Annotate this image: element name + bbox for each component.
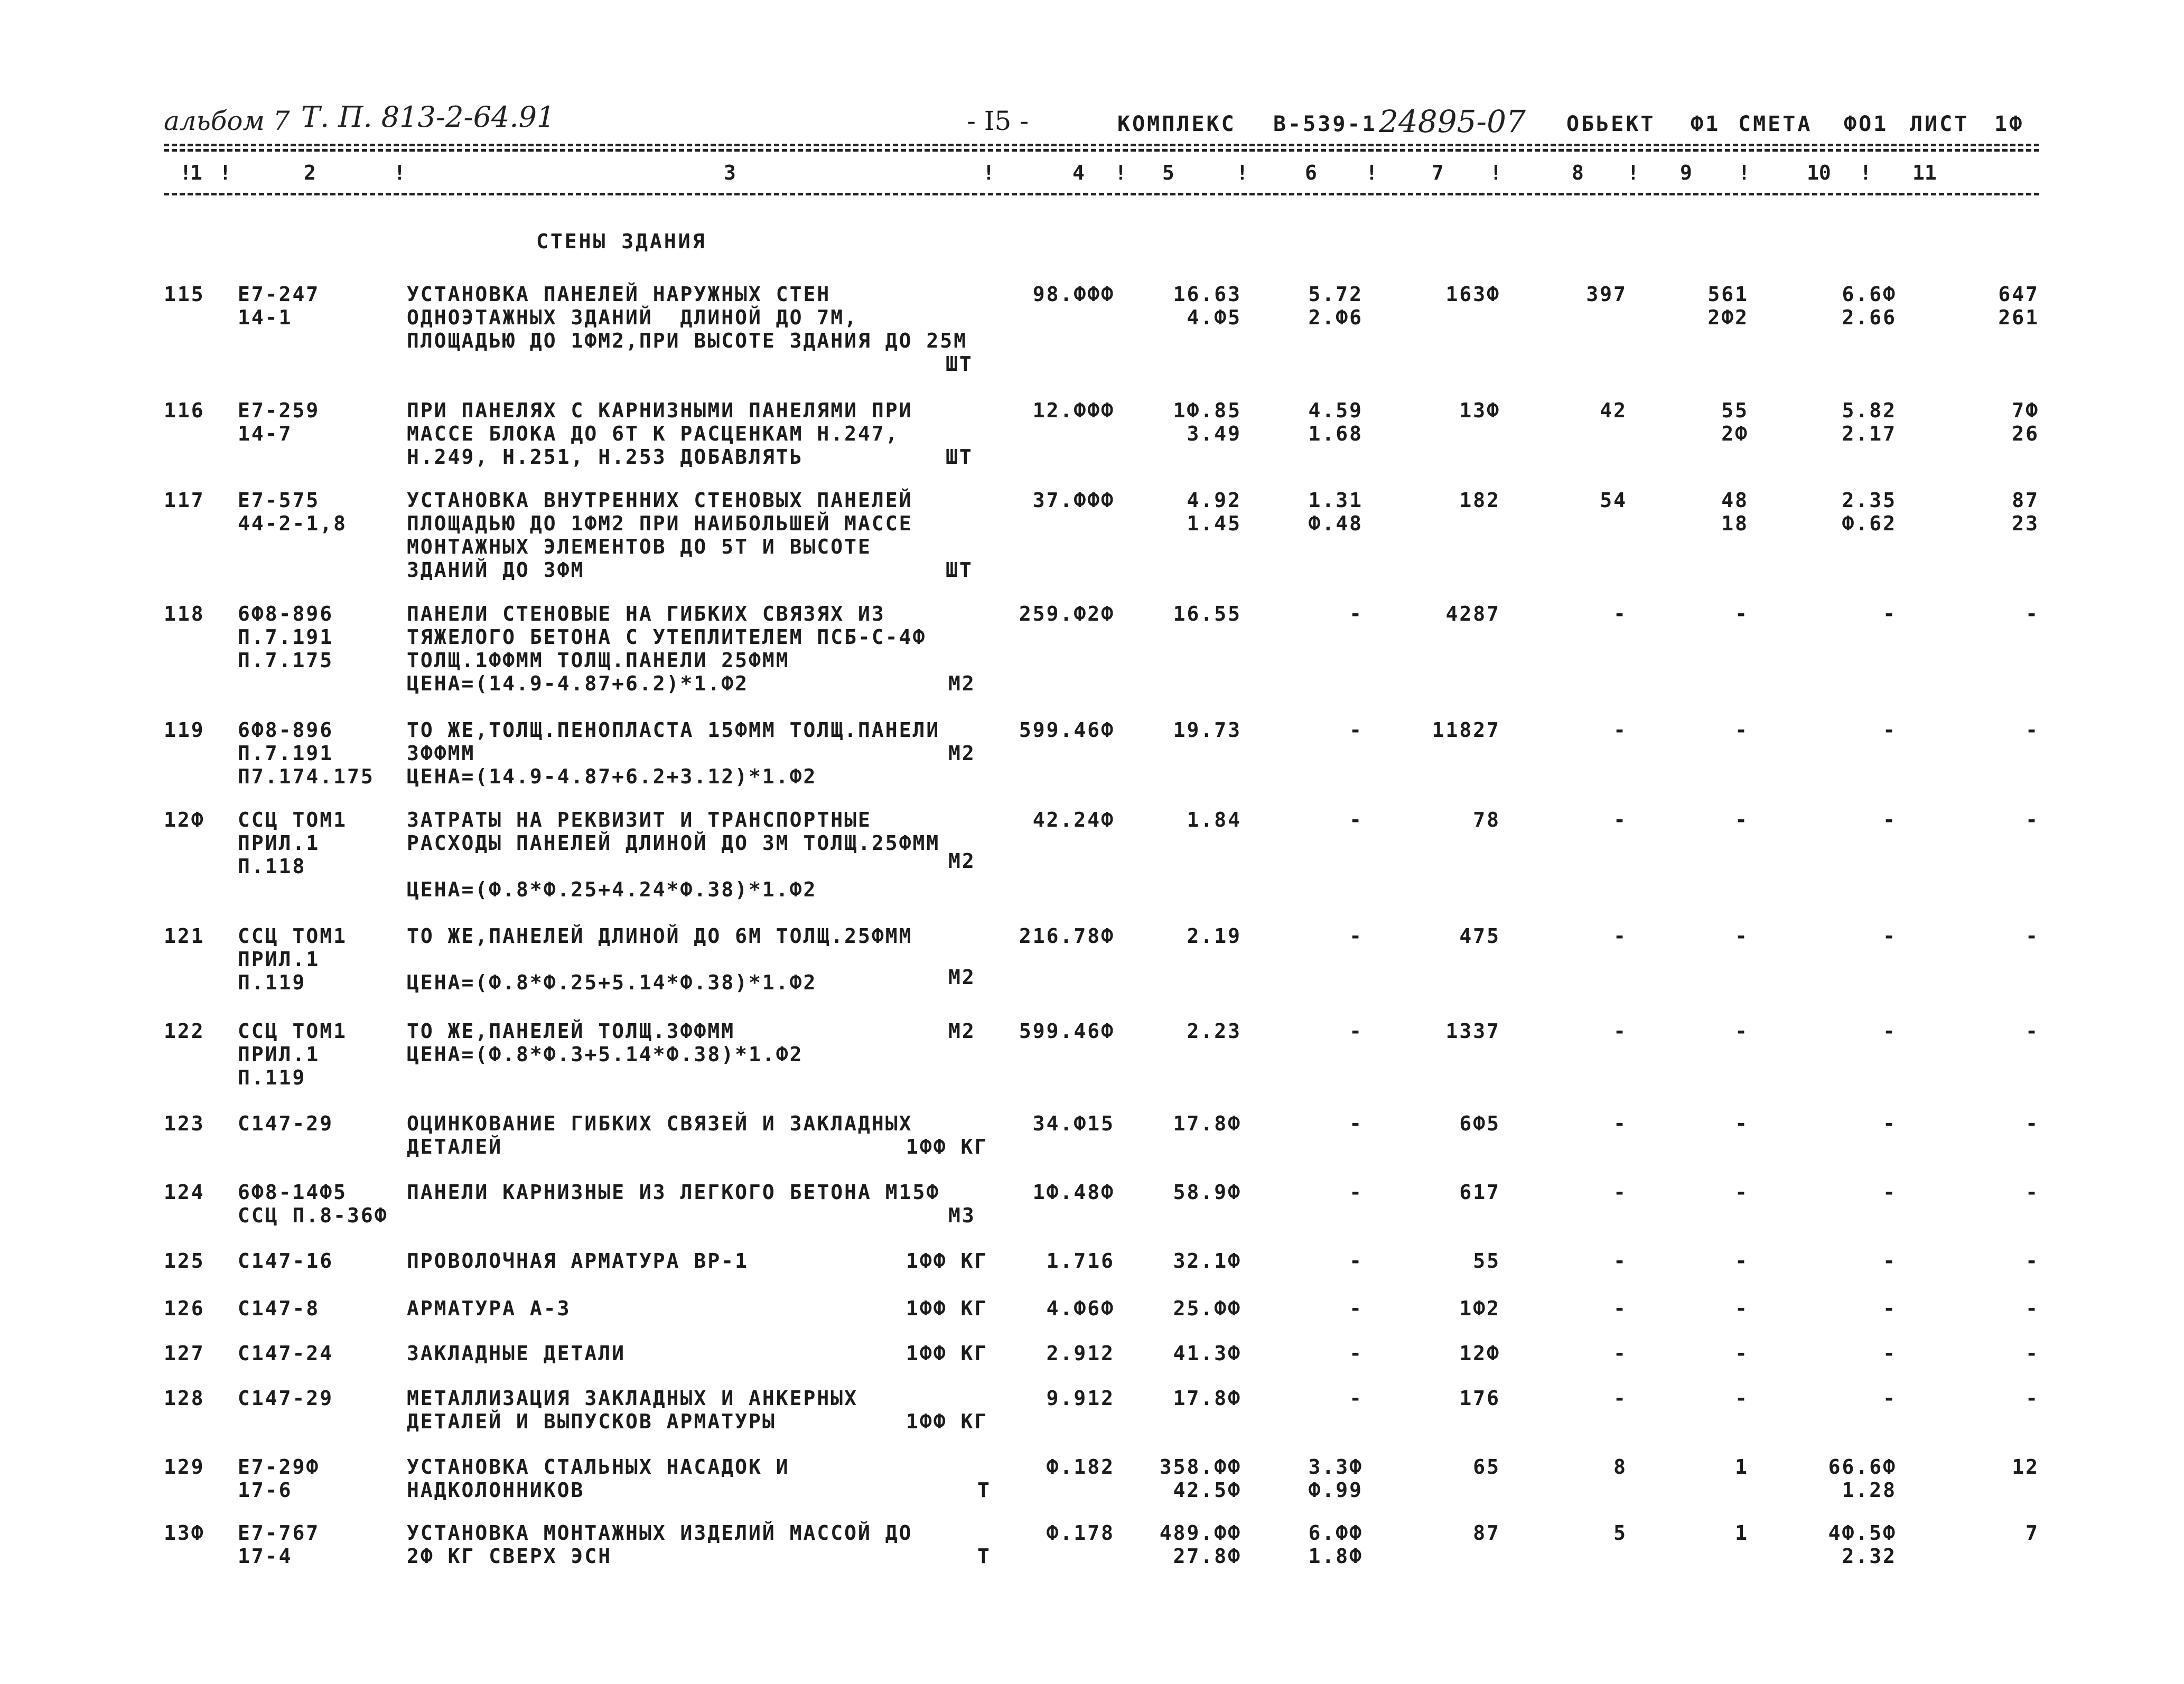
col-3: 3 <box>724 161 736 184</box>
unit-price-wages: 4.59 1.68 <box>1308 399 1363 445</box>
unit-price: 4.92 1.45 <box>1187 489 1242 535</box>
unit-price: 17.8Ф <box>1173 1387 1242 1410</box>
labor-total: - <box>2026 718 2039 742</box>
unit-price-wages: - <box>1349 1342 1363 1365</box>
labor-per-unit: - <box>1883 602 1897 625</box>
total-wages: - <box>1613 1387 1627 1410</box>
total-wages: 42 <box>1600 399 1627 422</box>
section-title: СТЕНЫ ЗДАНИЯ <box>536 230 707 253</box>
quantity: Ф.182 <box>1046 1455 1115 1479</box>
labor-per-unit: 4Ф.5Ф 2.32 <box>1828 1521 1897 1568</box>
sep: ! <box>1860 161 1872 184</box>
machine-cost: - <box>1735 1297 1749 1320</box>
unit-of-measure: М2 <box>948 1019 976 1043</box>
sep: ! <box>1236 161 1248 184</box>
labor-per-unit: - <box>1883 1387 1897 1410</box>
row-number: 12Ф <box>164 808 205 831</box>
work-description: УСТАНОВКА СТАЛЬНЫХ НАСАДОК И НАДКОЛОННИКОВ <box>407 1455 790 1502</box>
work-description: ПАНЕЛИ СТЕНОВЫЕ НА ГИБКИХ СВЯЗЯХ ИЗ ТЯЖЕЛОГО БЕТОНА С УТЕПЛИТЕЛЕМ ПСБ-С-4Ф ТОЛЩ.1ФФММ ТОЛЩ.ПАНЕЛИ 25ФММ ЦЕНА=(14.9-4.87+6.2)*1.Ф2 <box>407 602 927 695</box>
total-wages: - <box>1613 1019 1627 1043</box>
norm-code: ССЦ ТОМ1 ПРИЛ.1 П.119 <box>238 924 348 994</box>
row-number: 117 <box>164 489 205 512</box>
labor-total: - <box>2026 1342 2039 1365</box>
row-number: 127 <box>164 1342 205 1365</box>
norm-code: 6Ф8-14Ф5 ССЦ П.8-36Ф <box>238 1181 388 1227</box>
unit-of-measure: 1ФФ КГ <box>906 1249 988 1273</box>
machine-cost: 1 <box>1735 1521 1749 1545</box>
unit-price: 16.55 <box>1173 602 1242 625</box>
unit-of-measure: Т <box>977 1479 991 1502</box>
work-description: ОЦИНКОВАНИЕ ГИБКИХ СВЯЗЕЙ И ЗАКЛАДНЫХ ДЕТАЛЕЙ <box>407 1112 913 1158</box>
total-wages: - <box>1613 924 1627 948</box>
machine-cost: 55 2Ф <box>1721 399 1749 445</box>
col-5: 5 <box>1162 161 1174 184</box>
quantity: Ф.178 <box>1046 1521 1115 1545</box>
unit-of-measure: 1ФФ КГ <box>906 1135 988 1158</box>
unit-price: 32.1Ф <box>1173 1249 1242 1273</box>
unit-of-measure: ШТ <box>946 352 973 376</box>
col-7: 7 <box>1432 161 1444 184</box>
row-number: 118 <box>164 602 205 625</box>
labor-total: - <box>2026 1297 2039 1320</box>
norm-code: С147-8 <box>238 1297 320 1320</box>
labor-total: - <box>2026 1387 2039 1410</box>
labor-total: - <box>2026 808 2039 831</box>
labor-per-unit: - <box>1883 1342 1897 1365</box>
col-9: 9 <box>1680 161 1692 184</box>
labor-total: - <box>2026 924 2039 948</box>
labor-total: - <box>2026 1019 2039 1043</box>
header-rule <box>164 144 2039 146</box>
unit-price: 58.9Ф <box>1173 1181 1242 1204</box>
quantity: 1.716 <box>1046 1249 1115 1273</box>
unit-price: 41.3Ф <box>1173 1342 1242 1365</box>
unit-price-wages: - <box>1349 1297 1363 1320</box>
total-wages: 397 <box>1586 283 1627 306</box>
total-cost: 163Ф <box>1445 283 1500 306</box>
complex-handwritten-number: 24895-07 <box>1379 104 1526 139</box>
estimate-label: СМЕТА <box>1738 112 1813 136</box>
norm-code: ССЦ ТОМ1 ПРИЛ.1 П.119 <box>238 1019 348 1089</box>
unit-price-wages: 6.ФФ 1.8Ф <box>1308 1521 1363 1568</box>
column-header-rule <box>164 193 2039 195</box>
work-description: АРМАТУРА А-3 <box>407 1297 571 1320</box>
unit-price-wages: - <box>1349 602 1363 625</box>
sep: ! <box>1738 161 1750 184</box>
sep: ! <box>1115 161 1127 184</box>
quantity: 2.912 <box>1046 1342 1115 1365</box>
unit-price: 358.ФФ 42.5Ф <box>1159 1455 1242 1502</box>
row-number: 123 <box>164 1112 205 1135</box>
unit-price-wages: - <box>1349 1112 1363 1135</box>
labor-total: 7Ф 26 <box>2012 399 2039 445</box>
total-wages: - <box>1613 718 1627 742</box>
machine-cost: - <box>1735 1112 1749 1135</box>
machine-cost: - <box>1735 1387 1749 1410</box>
sep: ! <box>1366 161 1378 184</box>
col-6: 6 <box>1305 161 1317 184</box>
unit-of-measure: М2 <box>948 672 976 695</box>
quantity: 9.912 <box>1046 1387 1115 1410</box>
total-wages: - <box>1613 1181 1627 1204</box>
labor-per-unit: - <box>1883 1249 1897 1273</box>
unit-price: 17.8Ф <box>1173 1112 1242 1135</box>
labor-per-unit: 5.82 2.17 <box>1842 399 1897 445</box>
work-description: УСТАНОВКА ВНУТРЕННИХ СТЕНОВЫХ ПАНЕЛЕЙ ПЛОЩАДЬЮ ДО 1ФМ2 ПРИ НАИБОЛЬШЕЙ МАССЕ МОНТАЖНЫХ ЭЛЕМЕНТОВ ДО 5Т И ВЫСОТЕ ЗДАНИЙ ДО 3ФМ <box>407 489 913 582</box>
quantity: 259.Ф2Ф <box>1019 602 1115 625</box>
sep: ! <box>219 161 231 184</box>
unit-of-measure: М2 <box>948 966 976 989</box>
total-cost: 475 <box>1459 924 1500 948</box>
col-11: 11 <box>1912 161 1937 184</box>
unit-of-measure: 1ФФ КГ <box>906 1342 988 1365</box>
album-label: альбом 7 <box>164 106 290 136</box>
quantity: 34.Ф15 <box>1032 1112 1115 1135</box>
col-4: 4 <box>1072 161 1085 184</box>
unit-price-wages: 5.72 2.Ф6 <box>1308 283 1363 329</box>
unit-price: 16.63 4.Ф5 <box>1173 283 1242 329</box>
row-number: 119 <box>164 718 205 742</box>
labor-per-unit: - <box>1883 924 1897 948</box>
unit-of-measure: 1ФФ КГ <box>906 1410 988 1433</box>
total-cost: 78 <box>1473 808 1500 831</box>
col-1: 1 <box>190 161 202 184</box>
machine-cost: - <box>1735 808 1749 831</box>
work-description: УСТАНОВКА ПАНЕЛЕЙ НАРУЖНЫХ СТЕН ОДНОЭТАЖНЫХ ЗДАНИЙ ДЛИНОЙ ДО 7М, ПЛОЩАДЬЮ ДО 1ФМ2,ПРИ ВЫСОТЕ ЗДАНИЯ ДО 25М <box>407 283 967 352</box>
work-description: ПРОВОЛОЧНАЯ АРМАТУРА ВР-1 <box>407 1249 749 1273</box>
norm-code: С147-29 <box>238 1112 334 1135</box>
unit-price-wages: - <box>1349 1249 1363 1273</box>
row-number: 128 <box>164 1387 205 1410</box>
norm-code: С147-24 <box>238 1342 334 1365</box>
labor-per-unit: - <box>1883 1112 1897 1135</box>
labor-per-unit: - <box>1883 1297 1897 1320</box>
complex-label: КОМПЛЕКС <box>1117 112 1236 136</box>
unit-of-measure: М3 <box>948 1204 976 1227</box>
norm-code: С147-29 <box>238 1387 334 1410</box>
sep: ! <box>983 161 995 184</box>
quantity: 599.46Ф <box>1019 718 1115 742</box>
row-number: 124 <box>164 1181 205 1204</box>
quantity: 216.78Ф <box>1019 924 1115 948</box>
labor-total: 12 <box>2012 1455 2039 1479</box>
document-reference: Т. П. 813-2-64.91 <box>301 100 555 134</box>
unit-of-measure: М2 <box>948 849 976 873</box>
total-cost: 182 <box>1459 489 1500 512</box>
total-cost: 55 <box>1473 1249 1500 1273</box>
quantity: 599.46Ф <box>1019 1019 1115 1043</box>
total-wages: - <box>1613 808 1627 831</box>
work-description: ТО ЖЕ,ПАНЕЛЕЙ ДЛИНОЙ ДО 6М ТОЛЩ.25ФММ ЦЕНА=(Ф.8*Ф.25+5.14*Ф.38)*1.Ф2 <box>407 924 913 994</box>
machine-cost: - <box>1735 1342 1749 1365</box>
labor-per-unit: - <box>1883 1019 1897 1043</box>
quantity: 37.ФФФ <box>1032 489 1115 512</box>
work-description: УСТАНОВКА МОНТАЖНЫХ ИЗДЕЛИЙ МАССОЙ ДО 2Ф КГ СВЕРХ ЭСН <box>407 1521 913 1568</box>
row-number: 13Ф <box>164 1521 205 1545</box>
complex-code: В-539-1 <box>1273 112 1377 136</box>
machine-cost: - <box>1735 602 1749 625</box>
quantity: 4.Ф6Ф <box>1046 1297 1115 1320</box>
total-cost: 13Ф <box>1459 399 1500 422</box>
unit-price-wages: 3.3Ф Ф.99 <box>1308 1455 1363 1502</box>
work-description: ТО ЖЕ,ТОЛЩ.ПЕНОПЛАСТА 15ФММ ТОЛЩ.ПАНЕЛИ 3ФФММ ЦЕНА=(14.9-4.87+6.2+3.12)*1.Ф2 <box>407 718 940 788</box>
total-cost: 6Ф5 <box>1459 1112 1500 1135</box>
norm-code: 6Ф8-896 П.7.191 П.7.175 <box>238 602 334 672</box>
work-description: ПАНЕЛИ КАРНИЗНЫЕ ИЗ ЛЕГКОГО БЕТОНА М15Ф <box>407 1181 940 1204</box>
machine-cost: - <box>1735 1181 1749 1204</box>
row-number: 126 <box>164 1297 205 1320</box>
total-cost: 176 <box>1459 1387 1500 1410</box>
unit-of-measure: ШТ <box>946 445 973 469</box>
norm-code: Е7-575 44-2-1,8 <box>238 489 348 535</box>
row-number: 122 <box>164 1019 205 1043</box>
work-description: ЗАТРАТЫ НА РЕКВИЗИТ И ТРАНСПОРТНЫЕ РАСХОДЫ ПАНЕЛЕЙ ДЛИНОЙ ДО 3М ТОЛЩ.25ФММ ЦЕНА=(Ф.8*Ф.25+4.24*Ф.38)*1.Ф2 <box>407 808 940 901</box>
object-label: ОБЬЕКТ <box>1566 112 1656 136</box>
labor-total: 87 23 <box>2012 489 2039 535</box>
norm-code: Е7-259 14-7 <box>238 399 320 445</box>
row-number: 115 <box>164 283 205 306</box>
row-number: 129 <box>164 1455 205 1479</box>
unit-price-wages: - <box>1349 1181 1363 1204</box>
norm-code: Е7-29Ф 17-6 <box>238 1455 320 1502</box>
labor-per-unit: 66.6Ф 1.28 <box>1828 1455 1897 1502</box>
labor-total: - <box>2026 602 2039 625</box>
header-rule-2 <box>164 149 2039 152</box>
labor-per-unit: - <box>1883 808 1897 831</box>
labor-total: 647 261 <box>1998 283 2039 329</box>
total-cost: 1Ф2 <box>1459 1297 1500 1320</box>
unit-price-wages: 1.31 Ф.48 <box>1308 489 1363 535</box>
total-wages: - <box>1613 1249 1627 1273</box>
unit-price: 2.19 <box>1187 924 1242 948</box>
row-number: 116 <box>164 399 205 422</box>
labor-per-unit: - <box>1883 1181 1897 1204</box>
total-cost: 12Ф <box>1459 1342 1500 1365</box>
col-2: 2 <box>304 161 316 184</box>
col-10: 10 <box>1807 161 1831 184</box>
norm-code: Е7-767 17-4 <box>238 1521 320 1568</box>
sheet-label: ЛИСТ <box>1910 112 1970 136</box>
norm-code: Е7-247 14-1 <box>238 283 320 329</box>
row-number: 121 <box>164 924 205 948</box>
quantity: 98.ФФФ <box>1032 283 1115 306</box>
total-cost: 11827 <box>1432 718 1500 742</box>
unit-price: 2.23 <box>1187 1019 1242 1043</box>
quantity: 42.24Ф <box>1032 808 1115 831</box>
total-cost: 617 <box>1459 1181 1500 1204</box>
labor-per-unit: 6.6Ф 2.66 <box>1842 283 1897 329</box>
labor-total: - <box>2026 1249 2039 1273</box>
row-number: 125 <box>164 1249 205 1273</box>
machine-cost: - <box>1735 924 1749 948</box>
unit-price-wages: - <box>1349 808 1363 831</box>
unit-price-wages: - <box>1349 1019 1363 1043</box>
unit-price: 1.84 <box>1187 808 1242 831</box>
total-wages: - <box>1613 1342 1627 1365</box>
unit-price-wages: - <box>1349 924 1363 948</box>
unit-of-measure: ШТ <box>946 558 973 582</box>
norm-code: С147-16 <box>238 1249 334 1273</box>
total-cost: 87 <box>1473 1521 1500 1545</box>
unit-of-measure: Т <box>977 1545 991 1568</box>
total-cost: 1337 <box>1445 1019 1500 1043</box>
quantity: 1Ф.48Ф <box>1032 1181 1115 1204</box>
total-wages: - <box>1613 1112 1627 1135</box>
labor-total: 7 <box>2026 1521 2039 1545</box>
total-wages: - <box>1613 602 1627 625</box>
page-number: - I5 - <box>967 106 1029 136</box>
object-value: Ф1 <box>1691 112 1721 136</box>
unit-of-measure: М2 <box>948 742 976 765</box>
sep: ! <box>1490 161 1502 184</box>
machine-cost: - <box>1735 1249 1749 1273</box>
sheet-value: 1Ф <box>1994 112 2024 136</box>
col-8: 8 <box>1572 161 1584 184</box>
machine-cost: - <box>1735 1019 1749 1043</box>
work-description: ЗАКЛАДНЫЕ ДЕТАЛИ <box>407 1342 626 1365</box>
work-description: ПРИ ПАНЕЛЯХ С КАРНИЗНЫМИ ПАНЕЛЯМИ ПРИ МАССЕ БЛОКА ДО 6Т К РАСЦЕНКАМ Н.247, Н.249, Н.251, Н.253 ДОБАВЛЯТЬ <box>407 399 913 469</box>
unit-of-measure: 1ФФ КГ <box>906 1297 988 1320</box>
labor-total: - <box>2026 1181 2039 1204</box>
machine-cost: 48 18 <box>1721 489 1749 535</box>
labor-per-unit: - <box>1883 718 1897 742</box>
total-wages: 8 <box>1613 1455 1627 1479</box>
total-wages: - <box>1613 1297 1627 1320</box>
col-separators: ! <box>180 161 192 184</box>
total-wages: 5 <box>1613 1521 1627 1545</box>
unit-price: 25.ФФ <box>1173 1297 1242 1320</box>
labor-per-unit: 2.35 Ф.62 <box>1842 489 1897 535</box>
quantity: 12.ФФФ <box>1032 399 1115 422</box>
norm-code: ССЦ ТОМ1 ПРИЛ.1 П.118 <box>238 808 348 878</box>
total-wages: 54 <box>1600 489 1627 512</box>
unit-price: 19.73 <box>1173 718 1242 742</box>
unit-price: 1Ф.85 3.49 <box>1173 399 1242 445</box>
total-cost: 65 <box>1473 1455 1500 1479</box>
unit-price-wages: - <box>1349 1387 1363 1410</box>
machine-cost: 561 2Ф2 <box>1707 283 1749 329</box>
sep: ! <box>394 161 406 184</box>
work-description: ТО ЖЕ,ПАНЕЛЕЙ ТОЛЩ.3ФФММ ЦЕНА=(Ф.8*Ф.3+5.14*Ф.38)*1.Ф2 <box>407 1019 804 1066</box>
unit-price-wages: - <box>1349 718 1363 742</box>
sep: ! <box>1627 161 1639 184</box>
total-cost: 4287 <box>1445 602 1500 625</box>
machine-cost: 1 <box>1735 1455 1749 1479</box>
work-description: МЕТАЛЛИЗАЦИЯ ЗАКЛАДНЫХ И АНКЕРНЫХ ДЕТАЛЕЙ И ВЫПУСКОВ АРМАТУРЫ <box>407 1387 858 1433</box>
unit-price: 489.ФФ 27.8Ф <box>1159 1521 1242 1568</box>
labor-total: - <box>2026 1112 2039 1135</box>
estimate-value: ФО1 <box>1844 112 1889 136</box>
machine-cost: - <box>1735 718 1749 742</box>
norm-code: 6Ф8-896 П.7.191 П7.174.175 <box>238 718 375 788</box>
